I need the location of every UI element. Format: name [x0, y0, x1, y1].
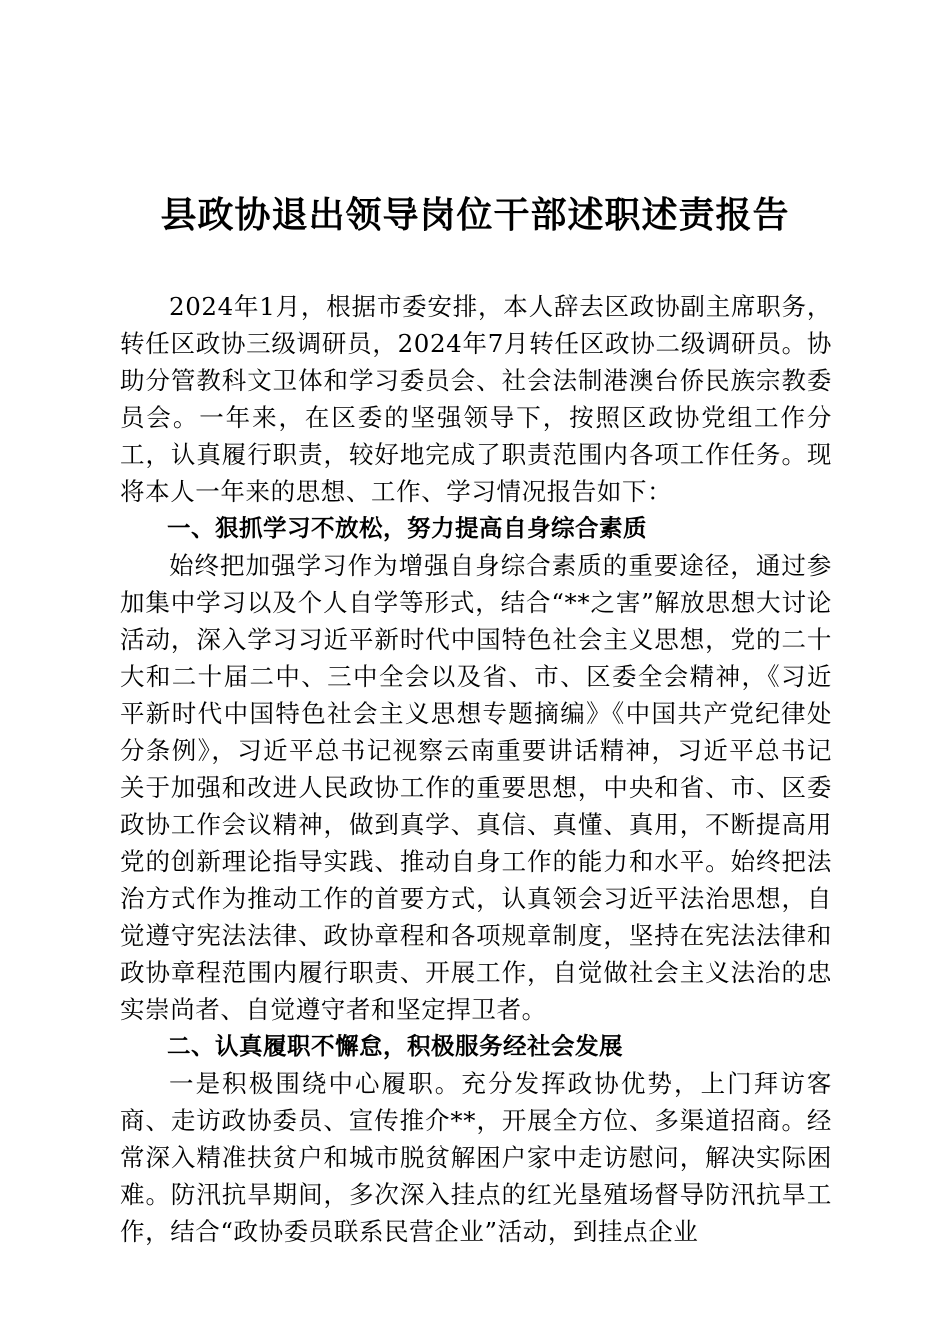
- section-heading: 一、狠抓学习不放松，努力提高自身综合素质: [167, 514, 647, 542]
- intro-paragraph: 2024年1月，根据市委安排，本人辞去区政协副主席职务，转任区政协三级调研员，2024年7月转任区政协二级调研员。协助分管教科文卫体和学习委员会、社会法制港澳台侨民族宗教委员会。一年来，在区委的坚强领导下，按照区政协党组工作分工，认真履行职责，较好地完成了职责范围内各项工作任务。现将本人一年来的思想、工作、学习情况报告如下：: [120, 292, 832, 506]
- document-body: [120, 288, 832, 1250]
- document-title: 县政协退出领导岗位干部述职述责报告: [160, 194, 790, 236]
- section-heading: 二、认真履职不懈怠，积极服务经社会发展: [167, 1032, 623, 1060]
- section-paragraph: 一是积极围绕中心履职。充分发挥政协优势，上门拜访客商、走访政协委员、宣传推介**，开展全方位、多渠道招商。经常深入精准扶贫户和城市脱贫解困户家中走访慰问，解决实际困难。防汛抗旱期间，多次深入挂点的红光垦殖场督导防汛抗旱工作，结合“政协委员联系民营企业”活动，到挂点企业: [120, 1069, 832, 1246]
- section-paragraph: 始终把加强学习作为增强自身综合素质的重要途径，通过参加集中学习以及个人自学等形式，结合“**之害”解放思想大讨论活动，深入学习习近平新时代中国特色社会主义思想，党的二十大和二十届二中、三中全会以及省、市、区委全会精神，《习近平新时代中国特色社会主义思想专题摘编》《中国共产党纪律处分条例》，习近平总书记视察云南重要讲话精神，习近平总书记关于加强和改进人民政协工作的重要思想，中央和省、市、区委政协工作会议精神，做到真学、真信、真懂、真用，不断提高用党的创新理论指导实践、推动自身工作的能力和水平。始终把法治方式作为推动工作的首要方式，认真领会习近平法治思想，自觉遵守宪法法律、政协章程和各项规章制度，坚持在宪法法律和政协章程范围内履行职责、开展工作，自觉做社会主义法治的忠实崇尚者、自觉遵守者和坚定捍卫者。: [120, 551, 832, 1024]
